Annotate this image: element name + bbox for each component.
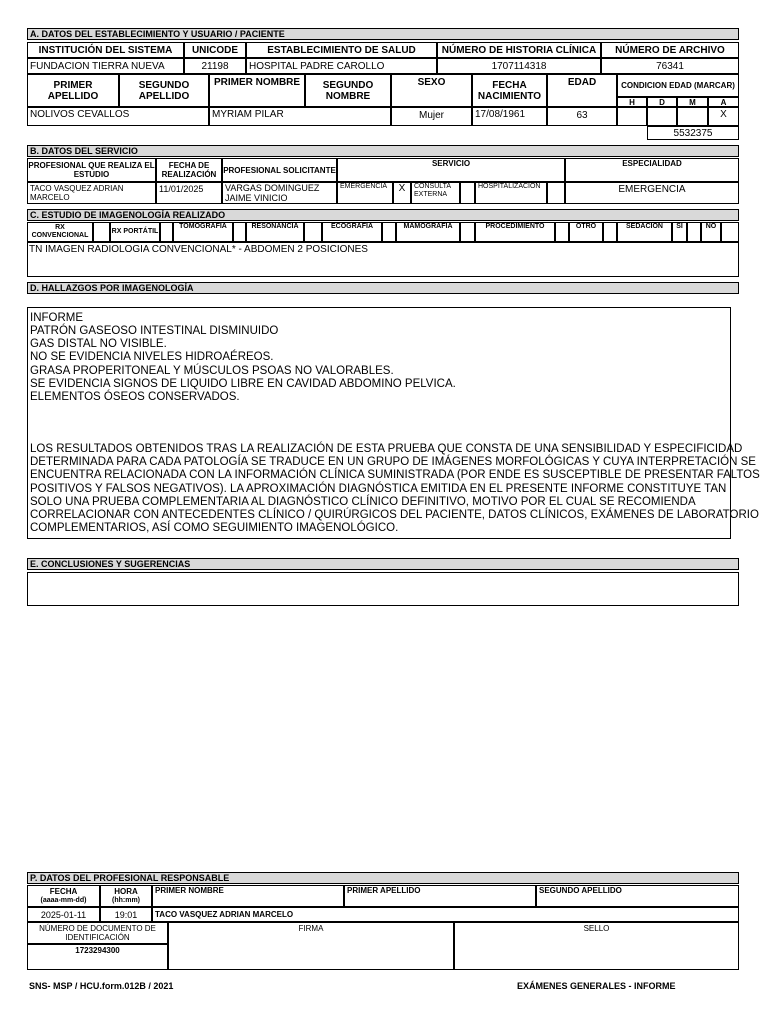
fecha-header-cell [27,885,100,907]
archivo-header: NÚMERO DE ARCHIVO [601,42,739,58]
section-d-title: D. HALLAZGOS POR IMAGENOLOGÍA [27,282,739,294]
form-name: EXÁMENES GENERALES - INFORME [517,981,676,991]
establecimiento-value: HOSPITAL PADRE CAROLLO [246,58,437,74]
findings-line: PATRÓN GASEOSO INTESTINAL DISMINUIDO [30,325,279,337]
edad-header: EDAD [547,74,617,107]
tomografia-mark [233,222,246,242]
disclaimer-line: COMPLEMENTARIOS, ASÍ COMO SEGUIMIENTO IMAGENOLÓGICO. [30,522,399,534]
sedacion-si-header: SI [672,222,687,242]
mamografia-mark [460,222,475,242]
findings-line: NO SE EVIDENCIA NIVELES HIDROAÉREOS. [30,351,274,363]
sedacion-no-header: NO [701,222,721,242]
apellidos-value: NOLIVOS CEVALLOS [27,107,209,126]
findings-line: GAS DISTAL NO VISIBLE. [30,338,167,350]
solicitante-header: PROFESIONAL SOLICITANTE [222,158,337,182]
institucion-value: FUNDACION TIERRA NUEVA [27,58,184,74]
fecha-realizacion-value: 11/01/2025 [156,182,222,204]
disclaimer-line: SOLO UNA PRUEBA COMPLEMENTARIA AL DIAGNÓSTICO CLÍNICO DEFINITIVO, MOTIVO POR EL CUAL SE RECOMIENDA [30,496,696,508]
rx-portatil-header: RX PORTÁTIL [110,222,160,242]
primer-apellido-p-header: PRIMER APELLIDO [344,885,536,907]
sedacion-si-mark [687,222,701,242]
segundo-apellido-header: SEGUNDO APELLIDO [119,74,209,107]
fecha-realizacion-header: FECHA DE REALIZACIÓN [156,158,222,182]
procedimiento-mark [555,222,569,242]
sello-box [454,922,739,970]
disclaimer-line: CORRELACIONAR CON ANTECEDENTES CLÍNICO / QUIRÚRGICOS DEL PACIENTE, DATOS CLÍNICOS, EXÁMENES DE LABORATORIO [30,509,759,521]
ecografia-mark [382,222,396,242]
disclaimer-line: LOS RESULTADOS OBTENIDOS TRAS LA REALIZACIÓN DE ESTA PRUEBA QUE CONSTA DE UNA SENSIBILIDAD Y ESPECIFICIDAD [30,443,743,455]
section-e-title: E. CONCLUSIONES Y SUGERENCIAS [27,558,739,570]
especialidad-value: EMERGENCIA [565,182,739,204]
sedacion-no-mark [721,222,739,242]
firma-box [168,922,454,970]
procedimiento-header: PROCEDIMIENTO [475,222,555,242]
disclaimer-line: ENCUENTRA RELACIONADA CON LA INFORMACIÓN CLÍNICA SUMINISTRADA (POR ENDE ES SUSCEPTIBLE DE PRESENTAR FALTOS [30,469,760,481]
rx-convencional-header: RX CONVENCIONAL [27,222,93,242]
sedacion-header: SEDACIÓN [617,222,672,242]
sexo-header: SEXO [391,74,472,107]
disclaimer-line: DETERMINADA PARA CADA PATOLOGÍA SE TRADUCE EN UN GRUPO DE IMÁGENES MORFOLÓGICAS Y CUYA INTERPRETACIÓN SE [30,456,756,468]
consulta-externa-mark [460,182,475,204]
findings-line: ELEMENTOS ÓSEOS CONSERVADOS. [30,391,240,403]
findings-line: GRASA PROPERITONEAL Y MÚSCULOS PSOAS NO VALORABLES. [30,365,394,377]
primer-apellido-header: PRIMER APELLIDO [27,74,119,107]
primer-nombre-header: PRIMER NOMBRE [209,74,305,107]
servicio-header: SERVICIO [337,158,565,182]
otro-mark [603,222,617,242]
documento-value: 1723294300 [75,946,120,955]
study-box [27,242,739,277]
consulta-externa-label: CONSULTA EXTERNA [411,182,460,204]
especialidad-header: ESPECIALIDAD [565,158,739,182]
segundo-apellido-p-header: SEGUNDO APELLIDO [536,885,739,907]
section-b-title: B. DATOS DEL SERVICIO [27,145,739,157]
rx-portatil-mark [160,222,173,242]
hospitalizacion-label: HOSPITALIZACIÓN [475,182,547,204]
extra-number-value: 5532375 [647,126,739,140]
solicitante-value: VARGAS DOMINGUEZ JAIME VINICIO [222,182,337,204]
sexo-value: Mujer [391,107,472,126]
tomografia-header: TOMOGRAFÍA [173,222,233,242]
primer-nombre-p-header: PRIMER NOMBRE [152,885,344,907]
firma-label: FIRMA [298,924,324,933]
hora-p-value: 19:01 [100,907,152,922]
hora-header-cell [100,885,152,907]
fecha-nacimiento-value: 17/08/1961 [472,107,547,126]
mamografia-header: MAMOGRAFÍA [396,222,460,242]
fecha-header: FECHA [49,887,78,896]
hospitalizacion-mark [547,182,565,204]
condicion-m-header: M [677,97,708,107]
fecha-p-value: 2025-01-11 [27,907,100,922]
findings-line: INFORME [30,312,84,324]
ecografia-header: ECOGRAFÍA [322,222,382,242]
emergencia-mark: X [393,182,411,204]
sello-label: SELLO [583,924,610,933]
fecha-format: (aaaa-mm-dd) [40,897,87,904]
condicion-a-header: A [708,97,739,107]
historia-clinica-header: NÚMERO DE HISTORIA CLÍNICA [437,42,601,58]
emergencia-label: EMERGENCIA [337,182,393,204]
section-p-title: P. DATOS DEL PROFESIONAL RESPONSABLE [27,872,739,884]
establecimiento-header: ESTABLECIMIENTO DE SALUD [246,42,437,58]
historia-clinica-value: 1707114318 [437,58,601,74]
nombres-value: MYRIAM PILAR [209,107,391,126]
resonancia-mark [304,222,322,242]
nombre-p-value: TACO VASQUEZ ADRIAN MARCELO [152,907,739,922]
rx-convencional-mark [93,222,110,242]
documento-value-cell [27,944,168,970]
section-c-title: C. ESTUDIO DE IMAGENOLOGÍA REALIZADO [27,209,739,221]
institucion-header: INSTITUCIÓN DEL SISTEMA [27,42,184,58]
unicode-value: 21198 [184,58,246,74]
condicion-d-value [647,107,677,126]
profesional-value: TACO VASQUEZ ADRIAN MARCELO [27,182,156,204]
unicode-header: UNICODE [184,42,246,58]
resonancia-header: RESONANCIA [246,222,304,242]
condicion-h-header: H [617,97,647,107]
archivo-value: 76341 [601,58,739,74]
hora-header: HORA [114,887,138,896]
findings-box [27,307,760,539]
section-a-title: A. DATOS DEL ESTABLECIMIENTO Y USUARIO / PACIENTE [27,28,739,40]
form-code: SNS- MSP / HCU.form.012B / 2021 [29,981,174,991]
otro-header: OTRO [569,222,603,242]
condicion-h-value [617,107,647,126]
disclaimer-line: POSITIVOS Y FALSOS NEGATIVOS). LA APROXIMACIÓN DIAGNÓSTICA EMITIDA EN EL PRESENTE INFORME CONSTITUYE TAN [30,483,727,495]
profesional-header: PROFESIONAL QUE REALIZA EL ESTUDIO [27,158,156,182]
study-description: TN IMAGEN RADIOLOGIA CONVENCIONAL* - ABDOMEN 2 POSICIONES [29,244,368,255]
condicion-a-value: X [708,107,739,126]
fecha-nacimiento-header: FECHA NACIMIENTO [472,74,547,107]
conclusions-box [27,572,739,606]
documento-header: NÚMERO DE DOCUMENTO DE IDENTIFICACIÓN [27,922,168,944]
findings-line: SE EVIDENCIA SIGNOS DE LIQUIDO LIBRE EN CAVIDAD ABDOMINO PELVICA. [30,378,456,390]
hora-format: (hh:mm) [112,897,140,904]
edad-value: 63 [547,107,617,126]
condicion-d-header: D [647,97,677,107]
condicion-edad-header: CONDICION EDAD (MARCAR) [617,74,739,97]
segundo-nombre-header: SEGUNDO NOMBRE [305,74,391,107]
condicion-m-value [677,107,708,126]
